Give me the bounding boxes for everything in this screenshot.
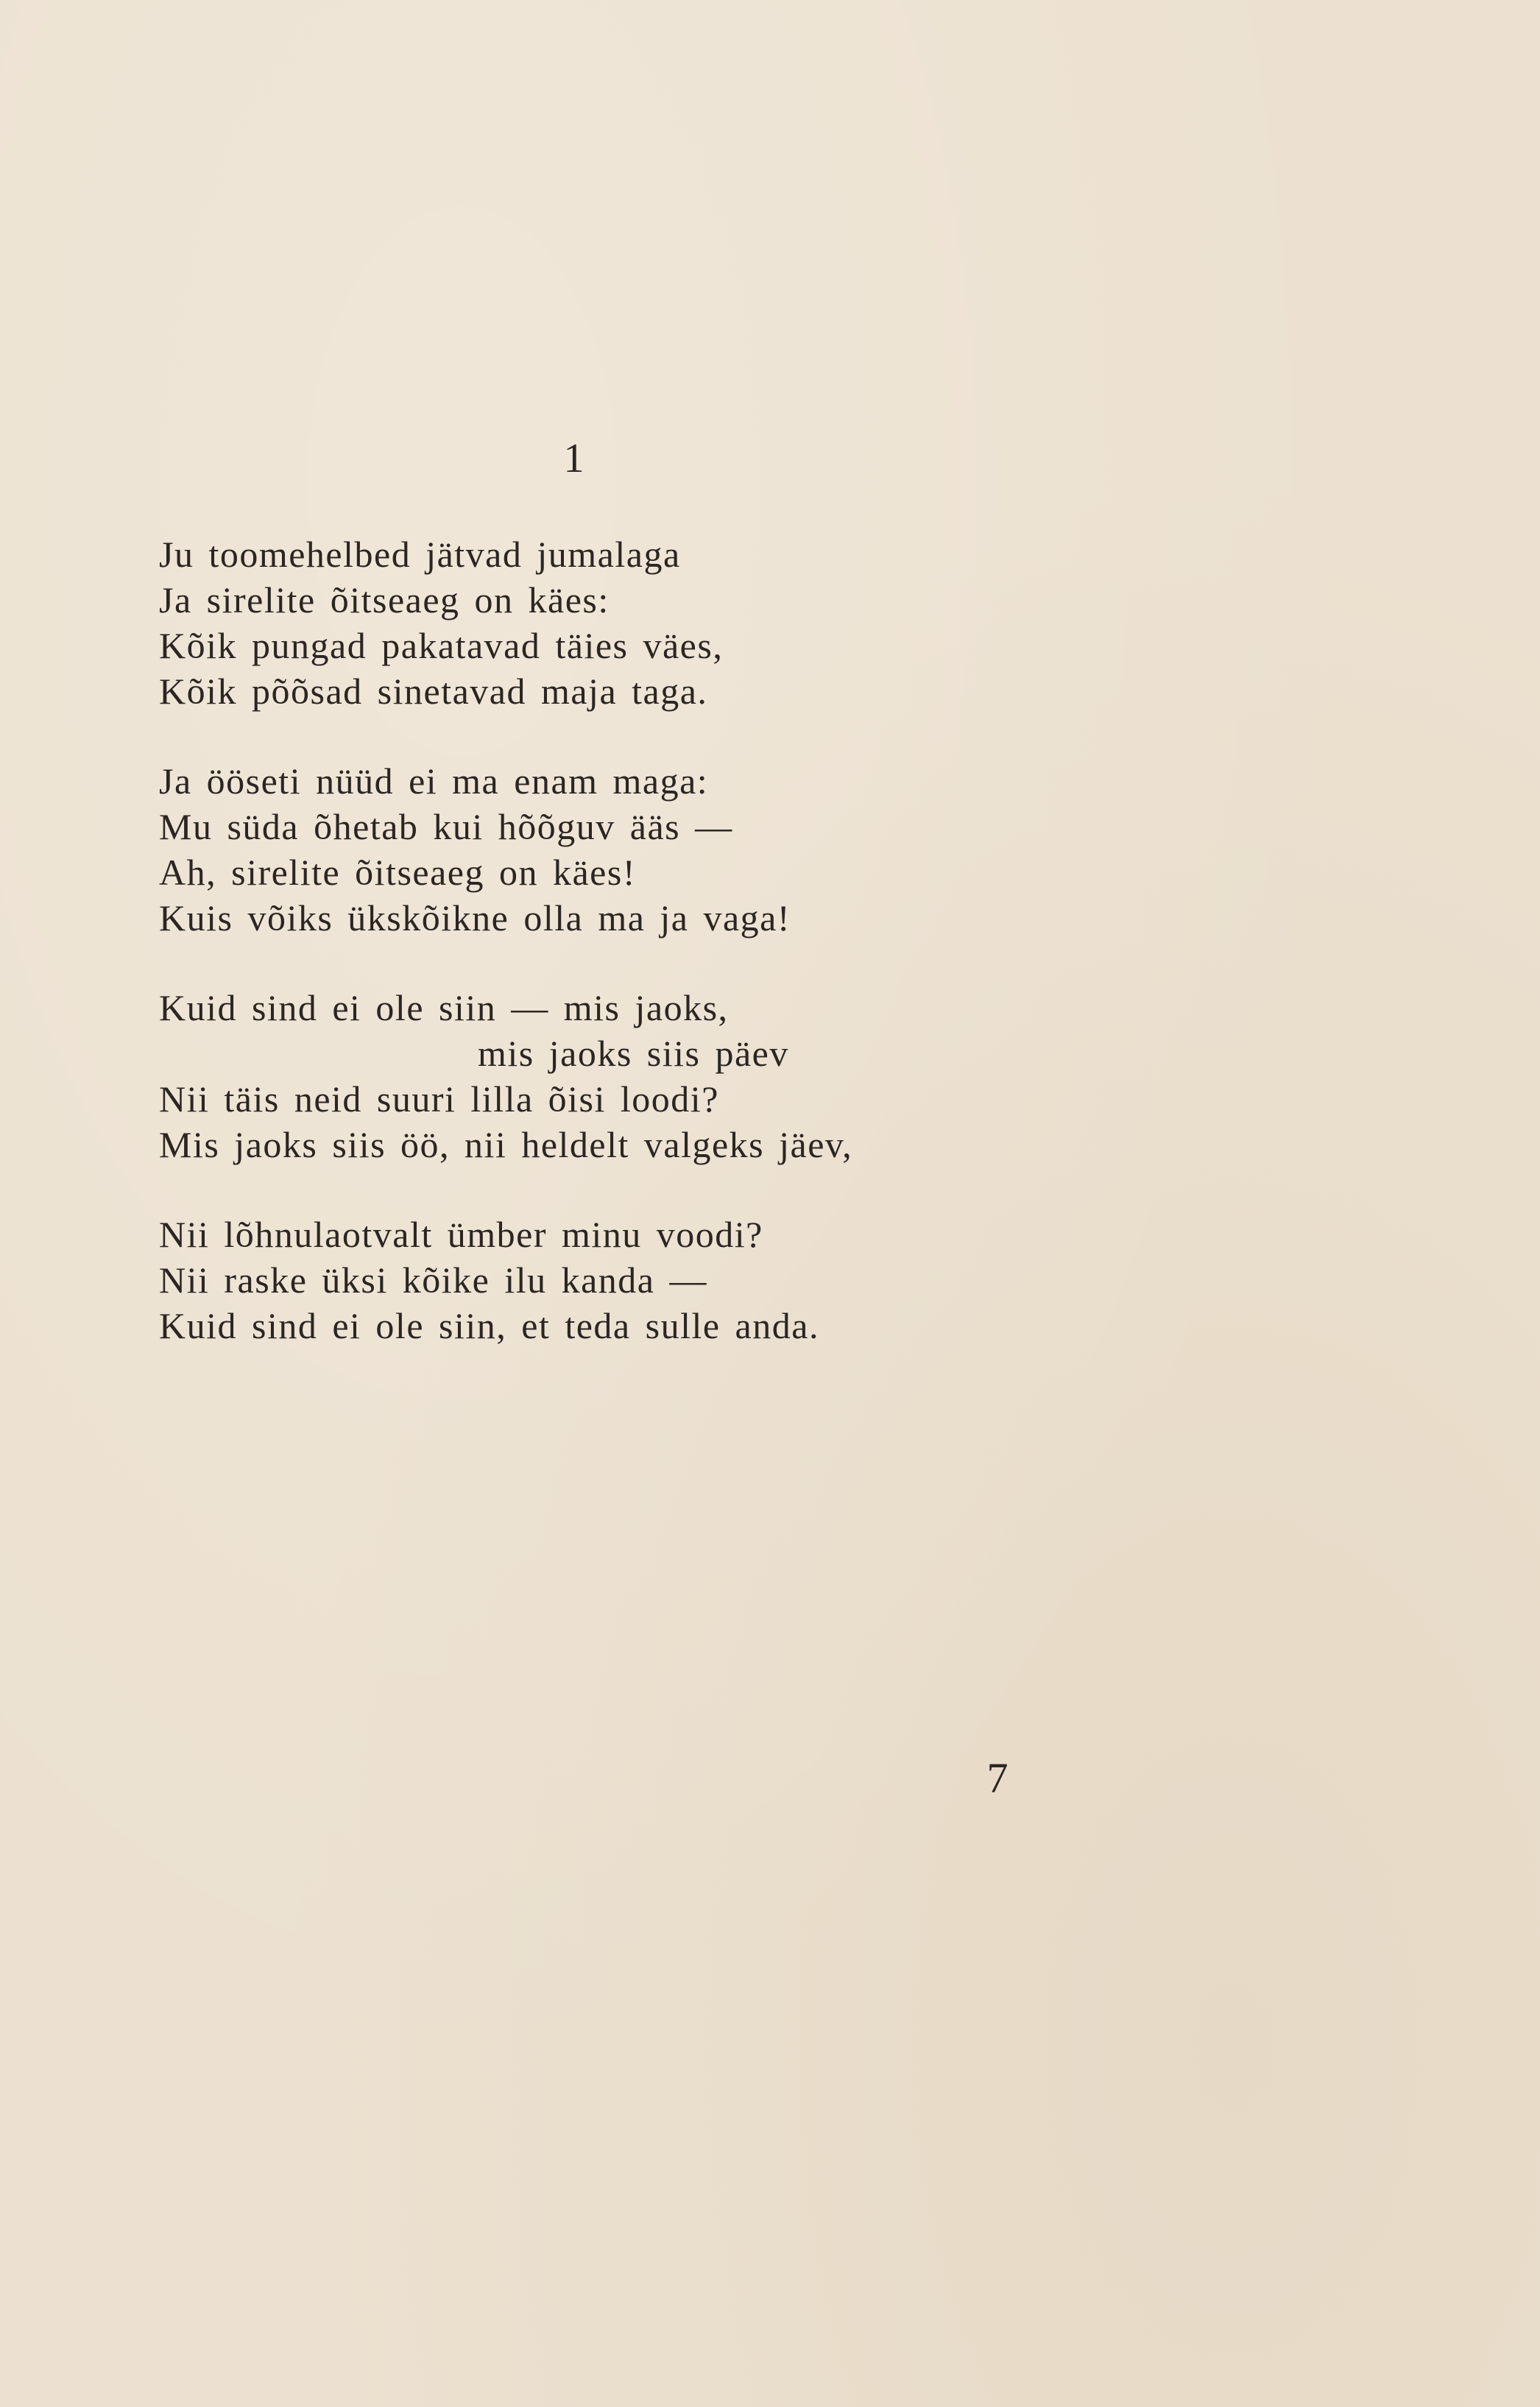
stanza-2 <box>159 758 1042 941</box>
poem-line: Nii raske üksi kõike ilu kanda — <box>159 1259 707 1301</box>
stanza-3 <box>159 985 1042 1167</box>
poem-line: Kuid sind ei ole siin, et teda sulle anda. <box>159 1305 819 1346</box>
stanza-gap <box>159 1167 1042 1212</box>
page-number: 7 <box>986 1754 1009 1802</box>
poem-line: Kuid sind ei ole siin — mis jaoks, <box>159 987 729 1028</box>
poem-line: Mu süda õhetab kui hõõguv ääs — <box>159 806 733 847</box>
poem-line: Ja sirelite õitseaeg on käes: <box>159 579 610 621</box>
stanza-4 <box>159 1212 1042 1349</box>
stanza-gap <box>159 714 1042 758</box>
poem-line: Nii täis neid suuri lilla õisi loodi? <box>159 1078 719 1120</box>
poem-line: Nii lõhnulaotvalt ümber minu voodi? <box>159 1214 763 1255</box>
poem-line: Mis jaoks siis öö, nii heldelt valgeks jäev, <box>159 1124 853 1165</box>
stanza-1 <box>159 531 1042 714</box>
section-number: 1 <box>563 436 585 481</box>
poem-line: Ju toomehelbed jätvad jumalaga <box>159 534 681 575</box>
poem <box>159 531 1042 1349</box>
poem-line: Kõik pungad pakatavad täies väes, <box>159 625 724 666</box>
stanza-gap <box>159 941 1042 985</box>
poem-line-continuation: mis jaoks siis päev <box>478 1033 789 1074</box>
poem-line: Kõik põõsad sinetavad maja taga. <box>159 671 708 712</box>
poem-line: Ja ööseti nüüd ei ma enam maga: <box>159 760 709 802</box>
poem-line: Kuis võiks ükskõikne olla ma ja vaga! <box>159 897 791 939</box>
poem-line: Ah, sirelite õitseaeg on käes! <box>159 852 636 893</box>
